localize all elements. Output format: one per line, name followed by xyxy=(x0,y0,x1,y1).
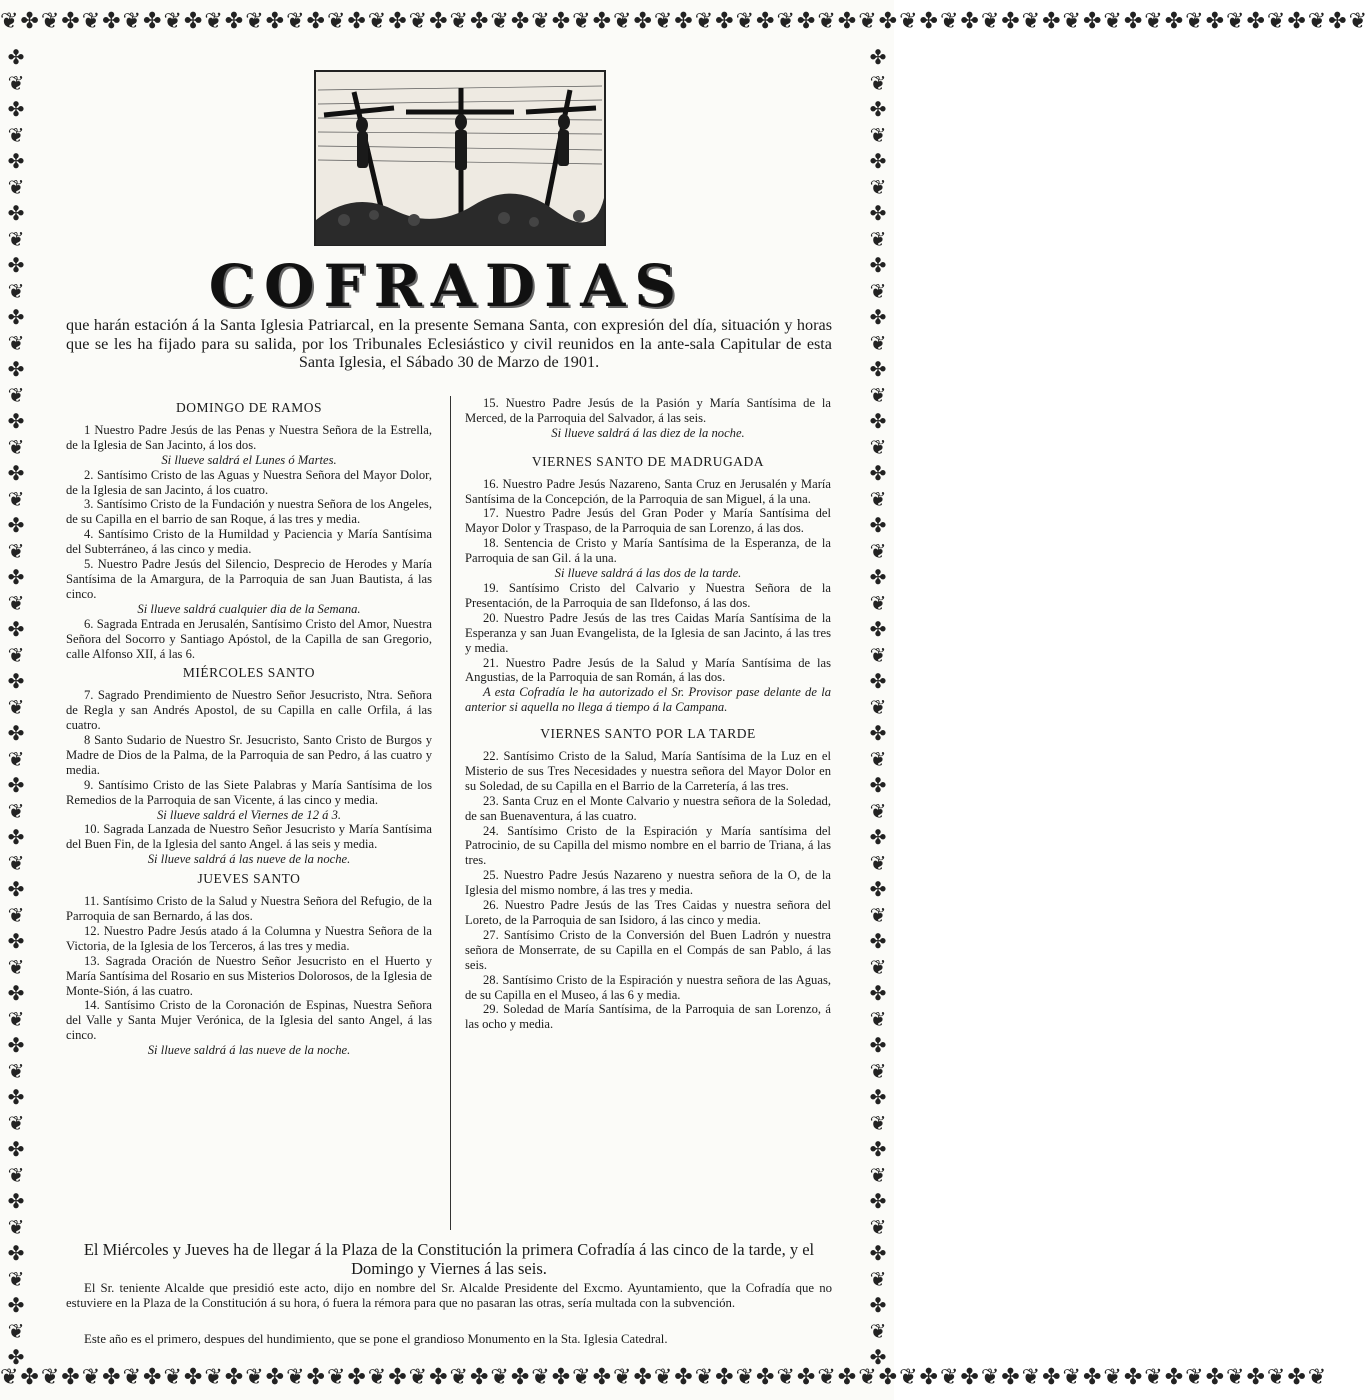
entry-11: 11. Santísimo Cristo de la Salud y Nuestra Señora del Refugio, de la Parroquia de san Bernardo, á las dos. xyxy=(66,894,432,923)
rain-note-5: Si llueve saldrá cualquier dia de la Semana. xyxy=(137,601,361,616)
rain-note-14: Si llueve saldrá á las nueve de la noche. xyxy=(147,1043,351,1058)
rain-note-15: Si llueve saldrá á las diez de la noche. xyxy=(551,425,745,440)
entry-6: 6. Sagrada Entrada en Jerusalén, Santísimo Cristo del Amor, Nuestra Señora del Socorro y Santiago Apóstol, de la Capilla de san Gregorio, calle Alfonso XII, á las 6. xyxy=(66,616,432,661)
provisor-note: A esta Cofradía le ha autorizado el Sr. Provisor pase delante de la anterior si aquella no llega á tiempo á la Campana. xyxy=(465,685,831,715)
ornamental-border-top: ❦✤❦✤❦✤❦✤❦✤❦✤❦✤❦✤❦✤❦✤❦✤❦✤❦✤❦✤❦✤❦✤❦✤❦✤❦✤❦✤❦✤❦✤❦✤❦✤❦✤❦✤❦✤❦✤❦✤❦✤❦✤❦✤❦✤❦ xyxy=(0,9,1369,34)
intro-paragraph: que harán estación á la Santa Iglesia Patriarcal, en la presente Semana Santa, con expresión del día, situación y horas que se les ha fijado para su salida, por los Tribunales Eclesiástico y civil reunidos en la ante-sala Capitular de esta Santa Iglesia, el Sábado 30 de Marzo de 1901. xyxy=(66,316,832,372)
entry-9: 9. Santísimo Cristo de las Siete Palabras y María Santísima de los Remedios de la Parroquia de san Vicente, á las cinco y media. xyxy=(66,777,432,807)
entry-25: 25. Nuestro Padre Jesús Nazareno y nuestra señora de la O, de la Iglesia del mismo nombre, á las tres y media. xyxy=(465,868,831,898)
entry-1: 1 Nuestro Padre Jesús de las Penas y Nuestra Señora de la Estrella, de la Iglesia de San Jacinto, á los dos. xyxy=(66,422,432,452)
arrival-notice: El Miércoles y Jueves ha de llegar á la Plaza de la Constitución la primera Cofradía á las cinco de la tarde, y el Domingo y Viernes á las seis. xyxy=(83,1240,815,1278)
entry-20: 20. Nuestro Padre Jesús de las tres Caidas María Santísima de la Esperanza y san Juan Evangelista, de la Iglesia de san Jacinto, á las tres y media. xyxy=(465,610,831,655)
entry-15: 15. Nuestro Padre Jesús de la Pasión y María Santísima de la Merced, de la Parroquia del Salvador, á las seis. xyxy=(465,396,831,425)
left-column xyxy=(66,396,432,1058)
entry-24: 24. Santísimo Cristo de la Espiración y María santísima del Patrocinio, de su Capilla del mismo nombre en el barrio de Triana, á las tres. xyxy=(465,823,831,868)
entry-10: 10. Sagrada Lanzada de Nuestro Señor Jesucristo y María Santísima del Buen Fin, de la Iglesia del santo Angel. á las seis y media. xyxy=(66,822,432,852)
entry-29: 29. Soledad de María Santísima, de la Parroquia de san Lorenzo, á las ocho y media. xyxy=(465,1002,831,1032)
entry-22: 22. Santísimo Cristo de la Salud, María Santísima de la Luz en el Misterio de sus Tres Necesidades y nuestra señora del Mayor Dolor en su Soledad, de su Capilla en el Barrio de la Carretería, á las tres. xyxy=(465,749,831,793)
rain-note-9: Si llueve saldrá el Viernes de 12 á 3. xyxy=(156,807,342,822)
entry-14: 14. Santísimo Cristo de la Coronación de Espinas, Nuestra Señora del Valle y Santa Mujer Verónica, de la Iglesia del santo Angel, á las cinco. xyxy=(66,998,432,1043)
ornamental-border-left: ✤ ❦ ✤ ❦ ✤ ❦ ✤ ❦ ✤ ❦ ✤ ❦ ✤ ❦ ✤ ❦ ✤ ❦ ✤ ❦ ✤ ❦ ✤ ❦ ✤ ❦ ✤ ❦ ✤ ❦ ✤ ❦ ✤ ❦ ✤ ❦ ✤ ❦ ✤ ❦ ✤ ❦ ✤ ❦ ✤ ❦ ✤ ❦ ✤ ❦ ✤ xyxy=(7,45,25,1369)
entry-5: 5. Nuestro Padre Jesús del Silencio, Desprecio de Herodes y María Santísima de la Amargura, de la Parroquia de san Juan Bautista, á las cinco. xyxy=(66,557,432,601)
entry-27: 27. Santísimo Cristo de la Conversión del Buen Ladrón y nuestra señora de Monserrate, de su Capilla en el Compás de san Pablo, á las seis. xyxy=(465,927,831,972)
entry-23: 23. Santa Cruz en el Monte Calvario y nuestra señora de la Soledad, de san Buenaventura, á las cuatro. xyxy=(465,793,831,823)
entry-28: 28. Santísimo Cristo de la Espiración y nuestra señora de las Aguas, de su Capilla en el Museo, á las 6 y media. xyxy=(465,972,831,1002)
section-heading-miercoles: MIÉRCOLES SANTO xyxy=(182,665,316,681)
entry-19: 19. Santísimo Cristo del Calvario y Nuestra Señora de la Presentación, de la Parroquia de san Ildefonso, á las dos. xyxy=(465,580,831,610)
entry-17: 17. Nuestro Padre Jesús del Gran Poder y María Santísima del Mayor Dolor y Traspaso, de la Parroquia de san Lorenzo, á las dos. xyxy=(465,506,831,536)
entry-4: 4. Santísimo Cristo de la Humildad y Paciencia y María Santísima del Subterráneo, á las cinco y media. xyxy=(66,527,432,557)
crucifixion-woodcut-image xyxy=(314,70,606,246)
entry-26: 26. Nuestro Padre Jesús de las Tres Caidas y nuestra señora del Loreto, de la Parroquia de san Isidoro, á las cinco y media. xyxy=(465,898,831,927)
section-heading-tarde: VIERNES SANTO POR LA TARDE xyxy=(540,726,756,742)
entry-16: 16. Nuestro Padre Jesús Nazareno, Santa Cruz en Jerusalén y María Santísima de la Concepción, de la Parroquia de san Miguel, á la una. xyxy=(465,476,831,506)
fine-notice: El Sr. teniente Alcalde que presidió este acto, dijo en nombre del Sr. Alcalde Presidente del Excmo. Ayuntamiento, que la Cofradía que no estuviere en la Plaza de la Constitución á su hora, ó fuera la rémora para que no pasaran las otras, sería multada con la subvención. xyxy=(66,1281,832,1310)
ornamental-border-bottom: ❦✤❦✤❦✤❦✤❦✤❦✤❦✤❦✤❦✤❦✤❦✤❦✤❦✤❦✤❦✤❦✤❦✤❦✤❦✤❦✤❦✤❦✤❦✤❦✤❦✤❦✤❦✤❦✤❦✤❦✤❦✤❦✤❦ xyxy=(0,1365,1329,1390)
entry-7: 7. Sagrado Prendimiento de Nuestro Señor Jesucristo, Ntra. Señora de Regla y san Andrés Apostol, de su Capilla en calle Orfila, á las cuatro. xyxy=(66,688,432,733)
entry-13: 13. Sagrada Oración de Nuestro Señor Jesucristo en el Huerto y María Santísima del Rosario en sus Misterios Dolorosos, de la Iglesia de Monte-Sión, á las cuatro. xyxy=(66,953,432,998)
ornamental-border-right: ✤ ❦ ✤ ❦ ✤ ❦ ✤ ❦ ✤ ❦ ✤ ❦ ✤ ❦ ✤ ❦ ✤ ❦ ✤ ❦ ✤ ❦ ✤ ❦ ✤ ❦ ✤ ❦ ✤ ❦ ✤ ❦ ✤ ❦ ✤ ❦ ✤ ❦ ✤ ❦ ✤ ❦ ✤ ❦ ✤ ❦ ✤ ❦ ✤ ❦ ✤ xyxy=(869,45,887,1369)
section-heading-madrugada: VIERNES SANTO DE MADRUGADA xyxy=(531,453,765,469)
column-divider xyxy=(450,396,451,1230)
entry-21: 21. Nuestro Padre Jesús de la Salud y María Santísima de las Angustias, de la Parroquia de san Román, á las dos. xyxy=(465,655,831,685)
rain-note-1: Si llueve saldrá el Lunes ó Martes. xyxy=(161,452,337,467)
entry-18: 18. Sentencia de Cristo y María Santísima de la Esperanza, de la Parroquia de san Gil. á la una. xyxy=(465,536,831,566)
entry-12: 12. Nuestro Padre Jesús atado á la Columna y Nuestra Señora de la Victoria, de la Iglesia de los Terceros, á las tres y media. xyxy=(66,923,432,953)
rain-note-18: Si llueve saldrá á las dos de la tarde. xyxy=(554,566,742,581)
monument-notice: Este año es el primero, despues del hundimiento, que se pone el grandioso Monumento en la Sta. Iglesia Catedral. xyxy=(84,1332,668,1346)
entry-8: 8 Santo Sudario de Nuestro Sr. Jesucristo, Santo Cristo de Burgos y Madre de Dios de la Palma, de la Parroquia de san Pedro, á las cuatro y media. xyxy=(66,733,432,777)
rain-note-10: Si llueve saldrá á las nueve de la noche. xyxy=(147,852,351,867)
entry-2: 2. Santísimo Cristo de las Aguas y Nuestra Señora del Mayor Dolor, de la Iglesia de san Jacinto, á los cuatro. xyxy=(66,467,432,497)
section-heading-domingo: DOMINGO DE RAMOS xyxy=(175,400,322,415)
poster-title: COFRADIAS xyxy=(208,252,686,320)
right-column xyxy=(465,396,831,1032)
entry-3: 3. Santísimo Cristo de la Fundación y nuestra Señora de los Angeles, de su Capilla en el barrio de san Roque, á las tres y media. xyxy=(66,497,432,527)
section-heading-jueves: JUEVES SANTO xyxy=(197,871,301,887)
